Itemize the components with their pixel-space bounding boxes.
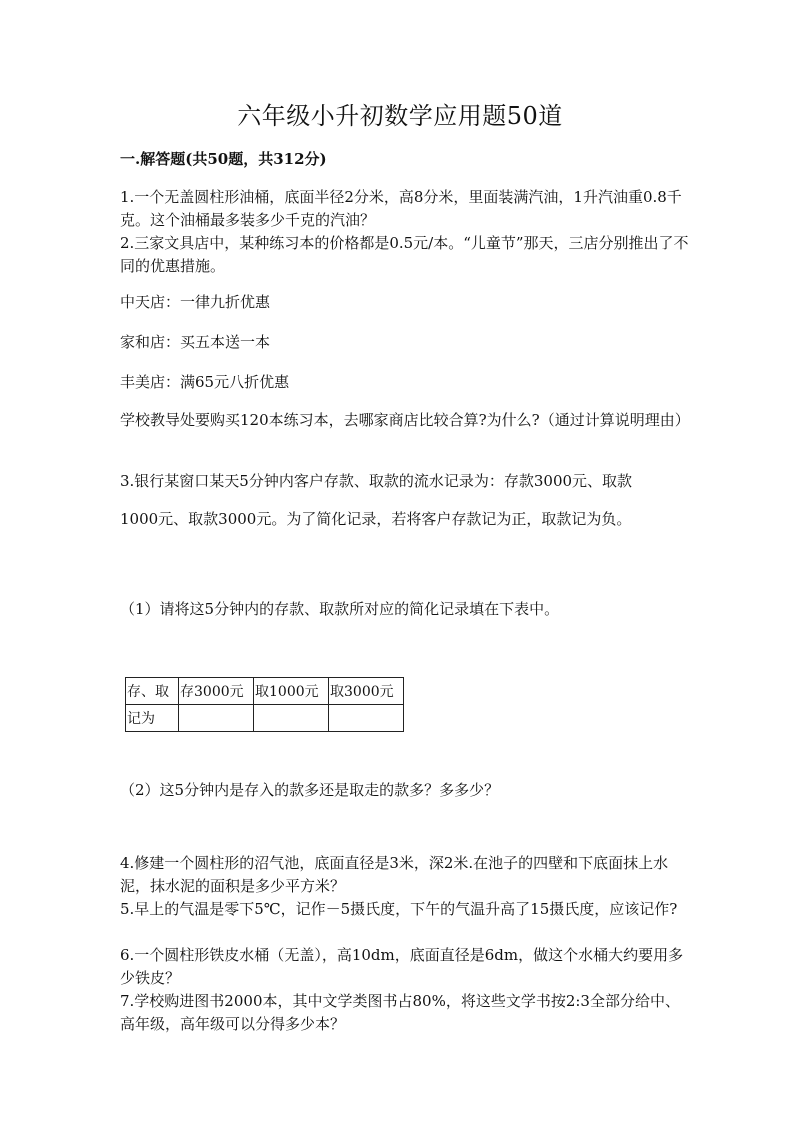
question-6: 6.一个圆柱形铁皮水桶（无盖），高10dm，底面直径是6dm，做这个水桶大约要用多少铁皮？ <box>120 946 684 987</box>
answer-cell[interactable] <box>329 705 404 732</box>
section-header: 一.解答题(共50题，共312分) <box>120 150 327 168</box>
store-offer-3: 丰美店：满65元八折优惠 <box>120 373 290 391</box>
table-cell: 取3000元 <box>329 678 404 705</box>
table-cell: 存3000元 <box>179 678 254 705</box>
question-3-line2: 1000元、取款3000元。为了简化记录，若将客户存款记为正，取款记为负。 <box>120 510 632 528</box>
answer-cell[interactable] <box>179 705 254 732</box>
store-offer-1: 中天店：一律九折优惠 <box>120 293 271 311</box>
question-2-intro: 2.三家文具店中，某种练习本的价格都是0.5元/本。“儿童节”那天，三店分别推出了不同的优惠措施。 <box>120 234 689 275</box>
page-title: 六年级小升初数学应用题50道 <box>237 102 563 130</box>
question-2-ask: 学校教导处要购买120本练习本，去哪家商店比较合算?为什么?（通过计算说明理由） <box>120 411 690 429</box>
table-cell: 记为 <box>126 705 179 732</box>
question-3-part2: （2）这5分钟内是存入的款多还是取走的款多？多多少？ <box>120 781 500 799</box>
question-7: 7.学校购进图书2000本，其中文学类图书占80%，将这些文学书按2:3全部分给中、高年级，高年级可以分得多少本？ <box>120 992 680 1033</box>
question-3-line1: 3.银行某窗口某天5分钟内客户存款、取款的流水记录为：存款3000元、取款 <box>120 472 633 490</box>
question-4: 4.修建一个圆柱形的沼气池，底面直径是3米，深2米.在池子的四壁和下底面抹上水泥，抹水泥的面积是多少平方米？ <box>120 854 669 895</box>
table-row <box>126 705 404 732</box>
table-row <box>126 678 404 705</box>
table-cell: 取1000元 <box>254 678 329 705</box>
record-table <box>125 677 404 732</box>
question-3-part1: （1）请将这5分钟内的存款、取款所对应的简化记录填在下表中。 <box>120 600 560 618</box>
store-offer-2: 家和店：买五本送一本 <box>120 333 271 351</box>
question-1: 1.一个无盖圆柱形油桶，底面半径2分米，高8分米，里面装满汽油，1升汽油重0.8千克。这个油桶最多装多少千克的汽油？ <box>120 188 682 229</box>
answer-cell[interactable] <box>254 705 329 732</box>
table-cell: 存、取 <box>126 678 179 705</box>
question-5: 5.早上的气温是零下5℃，记作－5摄氏度，下午的气温升高了15摄氏度，应该记作? <box>120 900 678 918</box>
